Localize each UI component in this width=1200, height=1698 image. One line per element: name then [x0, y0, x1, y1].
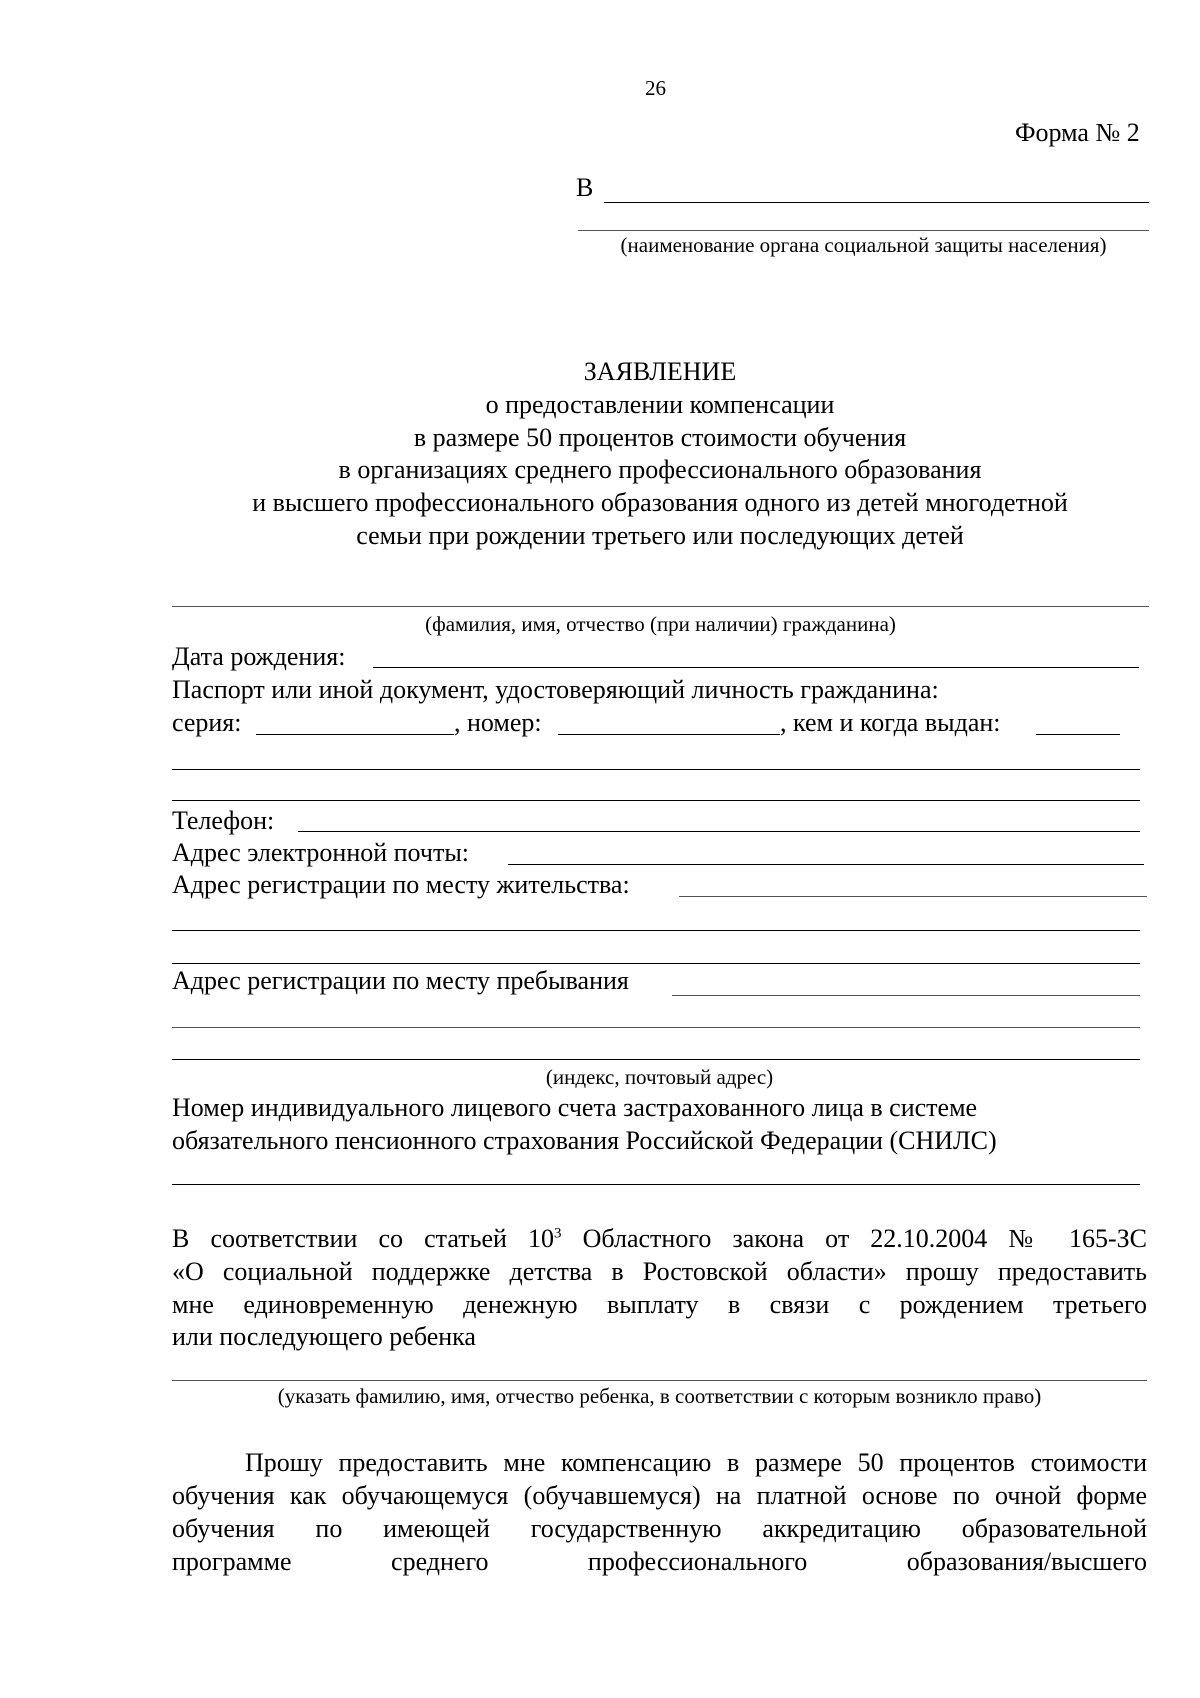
request-line: обучения как обучающемуся (обучавшемуся) на платной основе по очной форме: [172, 1481, 1147, 1510]
phone-field[interactable]: [298, 831, 1140, 832]
fio-caption: (фамилия, имя, отчество (при наличии) гражданина): [425, 612, 896, 636]
title-line: и высшего профессионального образования одного из детей многодетной: [252, 488, 1068, 517]
statement-line: или последующего ребенка: [172, 1322, 476, 1351]
series-label: серия:: [172, 708, 242, 737]
stay-label: Адрес регистрации по месту пребывания: [172, 966, 629, 995]
residence-field-line-2[interactable]: [172, 930, 1140, 931]
issued-label: , кем и когда выдан:: [780, 708, 1001, 737]
request-line: программе среднего профессионального образования/высшего: [172, 1547, 1147, 1576]
residence-field[interactable]: [679, 896, 1147, 897]
number-field[interactable]: [558, 734, 780, 735]
residence-label: Адрес регистрации по месту жительства:: [172, 870, 630, 899]
title-line: в размере 50 процентов стоимости обучения: [413, 423, 907, 452]
child-caption: (указать фамилию, имя, отчество ребенка, в соответствии с которым возникло право): [277, 1384, 1042, 1408]
stay-field-line-3[interactable]: [172, 1059, 1140, 1060]
statement-line: мне единовременную денежную выплату в связи с рождением третьего: [172, 1290, 1147, 1319]
fio-field-line[interactable]: [172, 606, 1149, 607]
stay-field-line-2[interactable]: [172, 1027, 1140, 1028]
addressee-caption: (наименование органа социальной защиты населения): [620, 233, 1107, 257]
birth-date-label: Дата рождения:: [172, 642, 346, 671]
request-line: обучения по имеющей государственную аккредитацию образовательной: [172, 1514, 1147, 1543]
statement-line: «О социальной поддержке детства в Ростовской области» прошу предоставить: [172, 1257, 1147, 1286]
statement-line: В соответствии со статьей $10^3$ Областного закона от 22.10.2004 № 165-ЗС: [172, 1224, 1147, 1253]
birth-date-field[interactable]: [373, 667, 1139, 668]
email-label: Адрес электронной почты:: [172, 838, 470, 867]
issued-field[interactable]: [1036, 734, 1120, 735]
issued-field-line-3[interactable]: [172, 800, 1140, 801]
title-line: семьи при рождении третьего или последующих детей: [356, 521, 964, 550]
residence-field-line-3[interactable]: [172, 963, 1140, 964]
title-line: в организациях среднего профессионального образования: [338, 455, 982, 484]
email-field[interactable]: [508, 864, 1144, 865]
stay-field[interactable]: [672, 995, 1140, 996]
addressee-prefix: В: [576, 173, 594, 202]
snils-field[interactable]: [172, 1184, 1140, 1185]
addressee-field-line[interactable]: [604, 202, 1149, 203]
form-label: Форма № 2: [1015, 118, 1140, 147]
issued-field-line-2[interactable]: [172, 769, 1140, 770]
snils-label-line: обязательного пенсионного страхования Российской Федерации (СНИЛС): [172, 1126, 997, 1155]
child-name-field[interactable]: [172, 1380, 1147, 1381]
request-line: Прошу предоставить мне компенсацию в размере 50 процентов стоимости: [245, 1448, 1147, 1477]
number-label: , номер:: [454, 708, 542, 737]
page-number: 26: [645, 76, 666, 100]
snils-label-line: Номер индивидуального лицевого счета застрахованного лица в системе: [172, 1093, 978, 1122]
title-line: о предоставлении компенсации: [485, 390, 835, 419]
index-caption: (индекс, почтовый адрес): [545, 1065, 774, 1089]
addressee-field-line-2[interactable]: [578, 230, 1149, 231]
phone-label: Телефон:: [172, 806, 275, 835]
series-field[interactable]: [256, 734, 454, 735]
document-heading: ЗАЯВЛЕНИЕ: [583, 357, 737, 386]
passport-label: Паспорт или иной документ, удостоверяющий личность гражданина:: [172, 675, 939, 704]
